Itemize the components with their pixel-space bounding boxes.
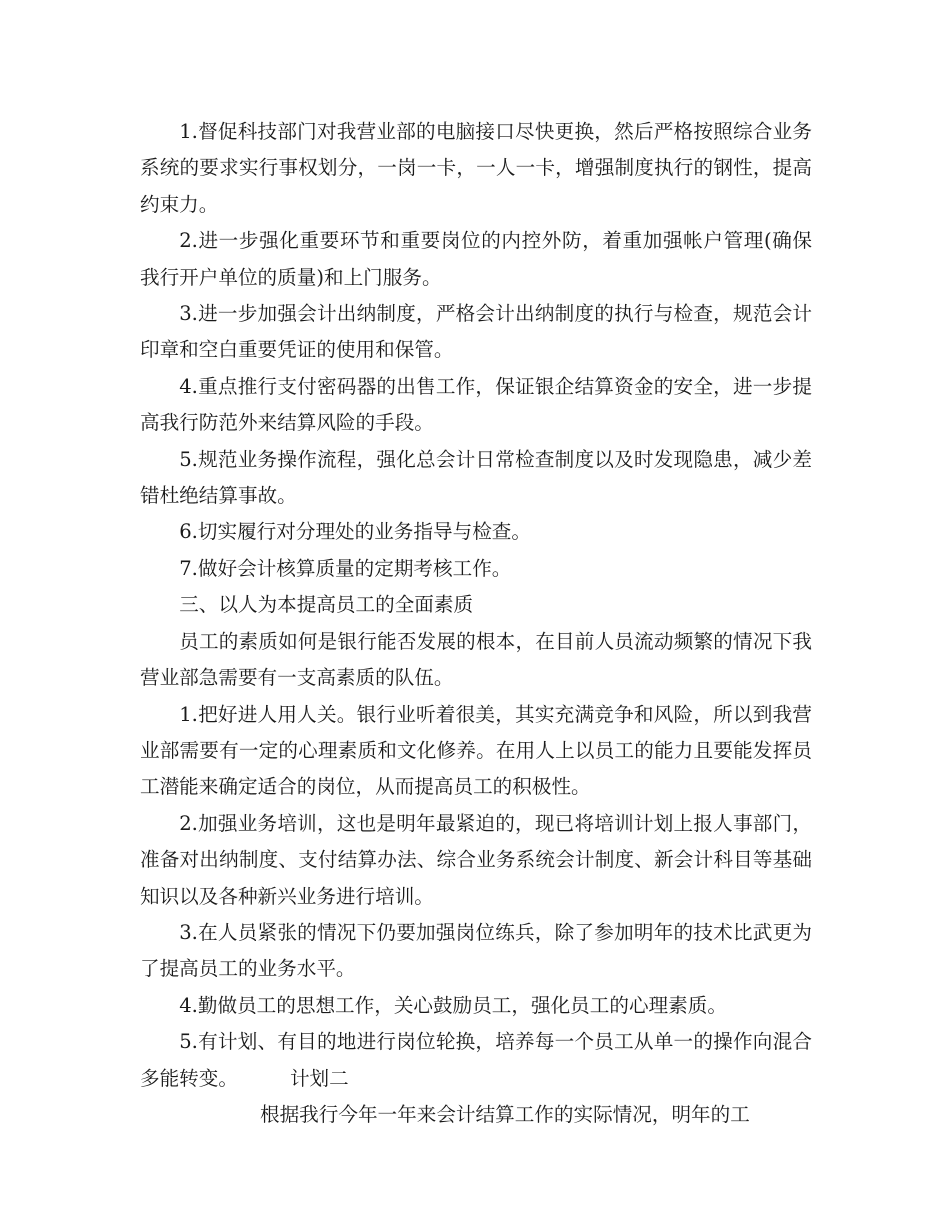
paragraph: 4.重点推行支付密码器的出售工作，保证银企结算资金的安全，进一步提高我行防范外来结算风险的手段。 bbox=[140, 374, 812, 435]
paragraph: 1.把好进人用人关。银行业听着很美，其实充满竞争和风险，所以到我营业部需要有一定的心理素质和文化修养。在用人上以员工的能力且要能发挥员工潜能来确定适合的岗位，从而提高员工的积极性。 bbox=[140, 702, 812, 799]
closing-line: 根据我行今年一年来会计结算工作的实际情况，明年的工 bbox=[260, 1102, 750, 1126]
section-heading: 三、以人为本提高员工的全面素质 bbox=[179, 593, 474, 617]
paragraph-text: 5.有计划、有目的地进行岗位轮换，培养每一个员工从单一的操作向混合多能转变。 bbox=[140, 1030, 812, 1090]
paragraph: 7.做好会计核算质量的定期考核工作。 bbox=[179, 556, 512, 580]
paragraph: 6.切实履行对分理处的业务指导与检查。 bbox=[179, 520, 531, 544]
closing-paragraph bbox=[140, 1097, 812, 1133]
paragraph: 3.在人员紧张的情况下仍要加强岗位练兵，除了参加明年的技术比武更为了提高员工的业务水平。 bbox=[140, 920, 812, 981]
paragraph-with-heading bbox=[140, 1024, 812, 1097]
document-body bbox=[140, 114, 812, 1133]
paragraph: 1.督促科技部门对我营业部的电脑接口尽快更换，然后严格按照综合业务系统的要求实行事权划分，一岗一卡，一人一卡，增强制度执行的钢性，提高约束力。 bbox=[140, 120, 812, 216]
plan-two-heading: 计划二 bbox=[289, 1066, 349, 1090]
paragraph: 5.规范业务操作流程，强化总会计日常检查制度以及时发现隐患，减少差错杜绝结算事故。 bbox=[140, 447, 812, 508]
paragraph: 3.进一步加强会计出纳制度，严格会计出纳制度的执行与检查，规范会计印章和空白重要凭证的使用和保管。 bbox=[140, 302, 812, 362]
paragraph: 2.加强业务培训，这也是明年最紧迫的，现已将培训计划上报人事部门，准备对出纳制度、支付结算办法、综合业务系统会计制度、新会计科目等基础知识以及各种新兴业务进行培训。 bbox=[140, 811, 812, 908]
paragraph: 2.进一步强化重要环节和重要岗位的内控外防，着重加强帐户管理(确保我行开户单位的质量)和上门服务。 bbox=[140, 229, 812, 289]
paragraph: 员工的素质如何是银行能否发展的根本，在目前人员流动频繁的情况下我营业部急需要有一支高素质的队伍。 bbox=[140, 629, 812, 690]
paragraph: 4.勤做员工的思想工作，关心鼓励员工，强化员工的心理素质。 bbox=[179, 993, 727, 1017]
